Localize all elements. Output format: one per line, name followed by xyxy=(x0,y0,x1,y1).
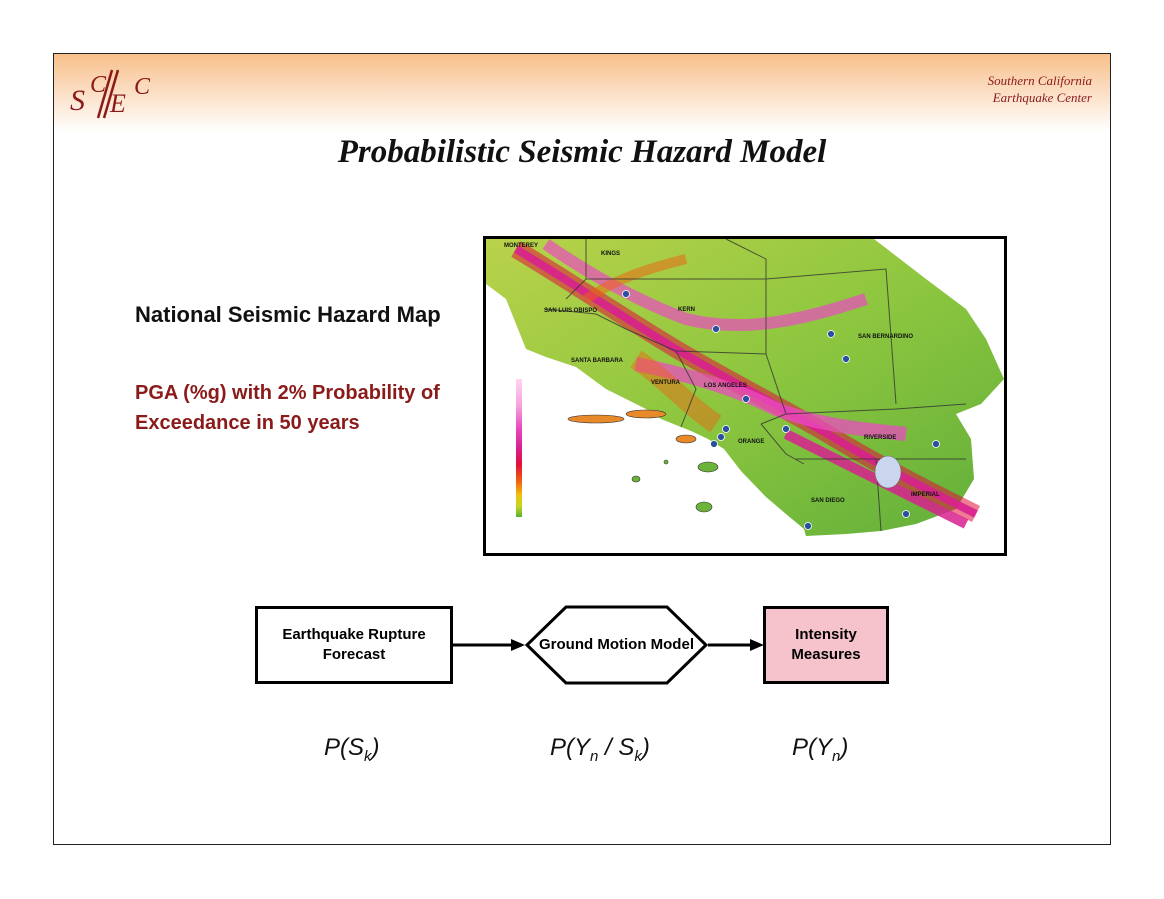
ground-motion-model-label: Ground Motion Model xyxy=(539,636,694,653)
intensity-measures-box: Intensity Measures xyxy=(763,606,889,684)
rupture-forecast-box: Earthquake Rupture Forecast xyxy=(255,606,453,684)
page-title: Probabilistic Seismic Hazard Model xyxy=(337,134,827,170)
prob-ground-motion: $P(Y_n / S_k)$ xyxy=(550,734,650,765)
county-label: SAN DIEGO xyxy=(811,498,845,504)
ground-motion-model-box xyxy=(524,604,709,686)
svg-text:C: C xyxy=(134,74,151,100)
county-label: SAN LUIS OBISPO xyxy=(544,308,598,314)
svg-text:C: C xyxy=(90,72,107,98)
prob-intensity: $P(Y_n)$ xyxy=(792,734,849,765)
svg-text:S: S xyxy=(70,84,85,117)
pga-legend-bar xyxy=(516,379,522,517)
slide xyxy=(53,53,1111,845)
header-band xyxy=(54,54,1110,132)
org-name xyxy=(988,72,1092,106)
model-flow-diagram xyxy=(54,599,1110,699)
county-label: SANTA BARBARA xyxy=(571,358,623,364)
county-label: LOS ANGELES xyxy=(704,383,747,389)
county-label: RIVERSIDE xyxy=(864,435,897,441)
prob-rupture: $P(S_k)$ xyxy=(324,734,380,765)
org-line-2: Earthquake Center xyxy=(992,90,1092,105)
scec-logo xyxy=(68,62,168,122)
arrow-gmm-to-intensity xyxy=(708,635,766,655)
county-label: SAN BERNARDINO xyxy=(858,334,914,340)
org-line-1: Southern California xyxy=(987,73,1092,88)
svg-text:E: E xyxy=(110,89,126,118)
map-subtitle: PGA (%g) with 2% Probability of Exceedance in 50 years xyxy=(135,382,440,434)
county-label: KINGS xyxy=(601,251,621,257)
hazard-map-graphic xyxy=(486,239,1004,553)
hazard-map xyxy=(483,236,1007,556)
county-label: MONTEREY xyxy=(504,243,539,249)
county-label: VENTURA xyxy=(651,380,681,386)
map-heading: National Seismic Hazard Map xyxy=(135,302,441,327)
arrow-rupture-to-gmm xyxy=(453,635,527,655)
county-label: ORANGE xyxy=(738,439,765,445)
county-label: IMPERIAL xyxy=(911,492,940,498)
county-label: KERN xyxy=(678,307,696,313)
